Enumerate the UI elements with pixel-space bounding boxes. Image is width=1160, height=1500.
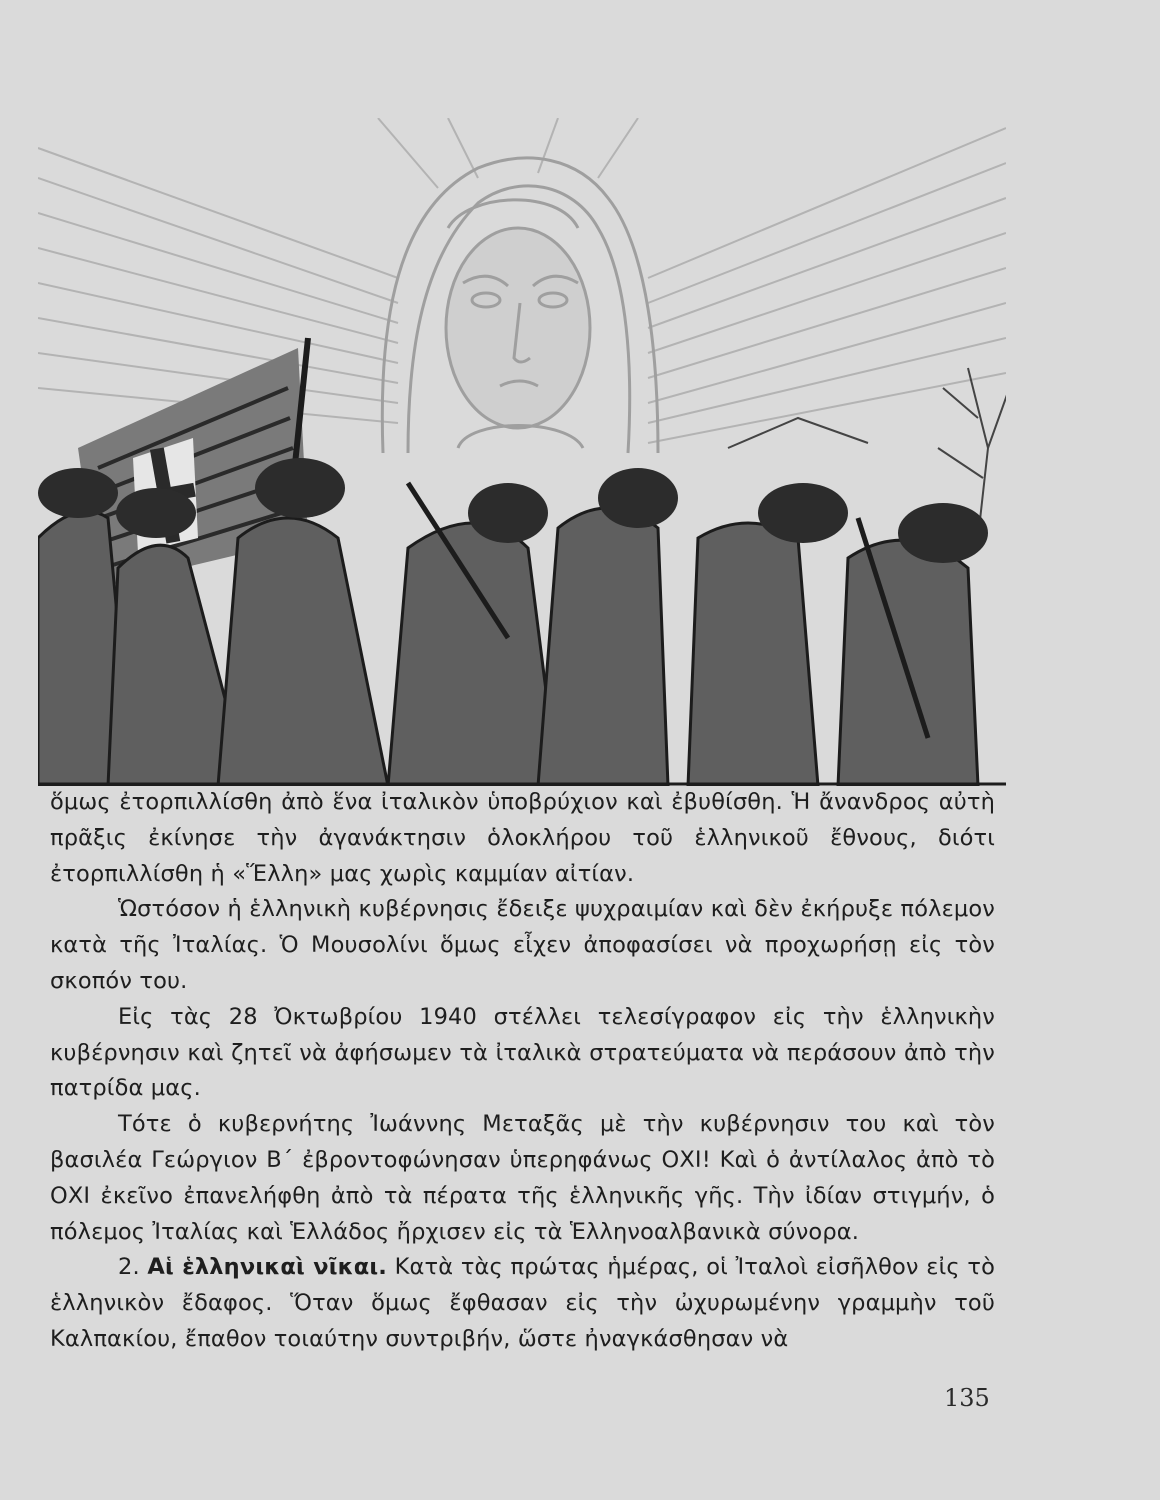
page-number: 135	[944, 1384, 990, 1412]
soldiers-group	[38, 458, 988, 786]
section-heading: Αἱ ἑλληνικαὶ νῖκαι.	[147, 1254, 387, 1281]
paragraph-2: Ὡστόσον ἡ ἑλληνικὴ κυβέρνησις ἔδειξε ψυχραιμίαν καὶ δὲν ἐκήρυξε πόλεμον κατὰ τῆς Ἰταλίας. Ὁ Μουσολίνι ὅμως εἶχεν ἀποφασίσει νὰ προχωρήσῃ εἰς τὸν σκοπόν του.	[50, 896, 995, 994]
paragraph-1: ὅμως ἐτορπιλλίσθη ἀπὸ ἕνα ἰταλικὸν ὑποβρύχιον καὶ ἐβυθίσθη. Ἡ ἄνανδρος αὐτὴ πρᾶξις ἐκίνησε τὴν ἀγανάκτησιν ὁλοκλήρου τοῦ ἑλληνικοῦ ἔθνους, διότι ἐτορπιλλίσθη ἡ «Ἕλλη» μας χωρὶς καμμίαν αἰτίαν.	[50, 789, 995, 887]
section-text: Κατὰ τὰς πρώτας ἡμέρας, οἱ Ἰταλοὶ εἰσῆλθον εἰς τὸ ἑλληνικὸν ἔδαφος. Ὅταν ὅμως ἔφθασαν εἰς τὴν ὠχυρωμένην γραμμὴν τοῦ Καλπακίου, ἔπαθον τοιαύτην συντριβήν, ὥστε ἠναγκάσθησαν νὰ	[50, 1254, 995, 1352]
paragraph-4: Τότε ὁ κυβερνήτης Ἰωάννης Μεταξᾶς μὲ τὴν κυβέρνησιν του καὶ τὸν βασιλέα Γεώργιον Β΄ ἐβροντοφώνησαν ὑπερηφάνως ΟΧΙ! Καὶ ὁ ἀντίλαλος ἀπὸ τὸ ΟΧΙ ἐκεῖνο ἐπανελήφθη ἀπὸ τὰ πέρατα τῆς ἑλληνικῆς γῆς. Τὴν ἰδίαν στιγμήν, ὁ πόλεμος Ἰταλίας καὶ Ἑλλάδος ἤρχισεν εἰς τὰ Ἑλληνοαλβανικὰ σύνορα.	[50, 1111, 995, 1245]
illustration-drawing	[38, 118, 1006, 786]
illustration	[38, 118, 1006, 786]
body-text	[50, 785, 995, 1358]
paragraph-3: Εἰς τὰς 28 Ὀκτωβρίου 1940 στέλλει τελεσίγραφον εἰς τὴν ἑλληνικὴν κυβέρνησιν καὶ ζητεῖ νὰ ἀφήσωμεν τὰ ἰταλικὰ στρατεύματα νὰ περάσουν ἀπὸ τὴν πατρίδα μας.	[50, 1003, 995, 1102]
paragraph-5	[50, 1250, 995, 1357]
section-number: 2.	[118, 1254, 148, 1281]
